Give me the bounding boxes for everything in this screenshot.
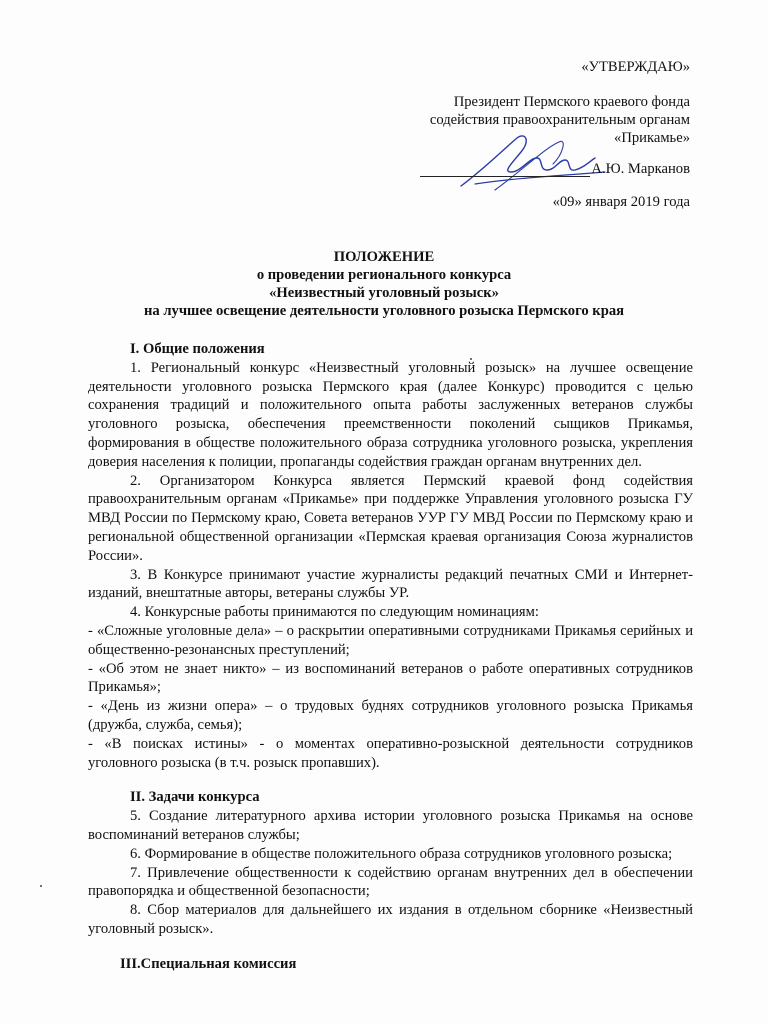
approval-stamp: «УТВЕРЖДАЮ»	[581, 59, 690, 75]
paragraph-1: 1. Региональный конкурс «Неизвестный уголовный розыск» на лучшее освещение деятельности уголовного розыска Пермского края (далее Конкурс) проводится с целью сохранения традиций и положительного опыта работы заслуженных ветеранов службы уголовного розыска, обеспечения преемственности поколений сыщиков Прикамья, формирования в обществе положительного образа сотрудника уголовного розыска, укрепления доверия населения к полиции, пропаганды содействия граждан органам внутренних дел.	[88, 359, 693, 470]
section-spacer	[88, 939, 693, 955]
paragraph-8: 8. Сбор материалов для дальнейшего их издания в отдельном сборнике «Неизвестный уголовный розыск».	[88, 902, 693, 937]
title-line-4: на лучшее освещение деятельности уголовного розыска Пермского края	[143, 303, 625, 319]
signature-line	[420, 176, 590, 177]
section-spacer	[88, 772, 693, 788]
approver-position-line-1: Президент Пермского краевого фонда	[453, 94, 690, 110]
paragraph-5: 5. Создание литературного архива истории уголовного розыска Прикамья на основе воспоминаний ветеранов службы;	[88, 808, 693, 843]
nomination-3: - «День из жизни опера» – о трудовых буднях сотрудников уголовного розыска Прикамья (дружба, служба, семья);	[88, 698, 693, 733]
signer-name: А.Ю. Марканов	[591, 161, 690, 177]
document-body	[88, 340, 693, 974]
paragraph-6: 6. Формирование в обществе положительного образа сотрудников уголовного розыска;	[130, 845, 673, 862]
paragraph-2: 2. Организатором Конкурса является Пермский краевой фонд содействия правоохранительным органам «Прикамье» при поддержке Управления уголовного розыска ГУ МВД России по Пермскому краю, Совета ветеранов УУР ГУ МВД России по Пермскому краю и региональной общественной организации «Пермская краевая организация Союза журналистов России».	[88, 472, 693, 564]
section-2-heading: II. Задачи конкурса	[130, 789, 260, 806]
section-3-heading: III.Специальная комиссия	[120, 955, 297, 972]
scan-speck	[40, 885, 42, 887]
nomination-2: - «Об этом не знает никто» – из воспоминаний ветеранов о работе оперативных сотрудников Прикамья»;	[88, 660, 693, 696]
paragraph-3: 3. В Конкурсе принимают участие журналисты редакций печатных СМИ и Интернет-изданий, внештатные авторы, ветераны службы УР.	[88, 566, 693, 602]
approval-date: «09» января 2019 года	[552, 194, 690, 210]
approver-position-line-3: «Прикамье»	[614, 130, 690, 146]
title-line-2: о проведении регионального конкурса	[256, 267, 512, 283]
document-title	[0, 248, 768, 320]
title-line-1: ПОЛОЖЕНИЕ	[333, 249, 435, 265]
title-line-3: «Неизвестный уголовный розыск»	[269, 285, 499, 301]
paragraph-7: 7. Привлечение общественности к содействию органам внутренних дел в обеспечении правопорядка и общественной безопасности;	[88, 864, 693, 900]
section-1-heading: I. Общие положения	[130, 341, 265, 357]
nomination-4: - «В поисках истины» - о моментах оперативно-розыскной деятельности сотрудников уголовного розыска (в т.ч. розыск пропавших).	[88, 735, 693, 771]
scan-speck	[470, 358, 472, 360]
approver-position-line-2: содействия правоохранительным органам	[429, 112, 690, 128]
paragraph-4: 4. Конкурсные работы принимаются по следующим номинациям:	[130, 604, 539, 621]
nomination-1: - «Сложные уголовные дела» – о раскрытии оперативными сотрудниками Прикамья серийных и общественно-резонансных преступлений;	[88, 622, 693, 658]
